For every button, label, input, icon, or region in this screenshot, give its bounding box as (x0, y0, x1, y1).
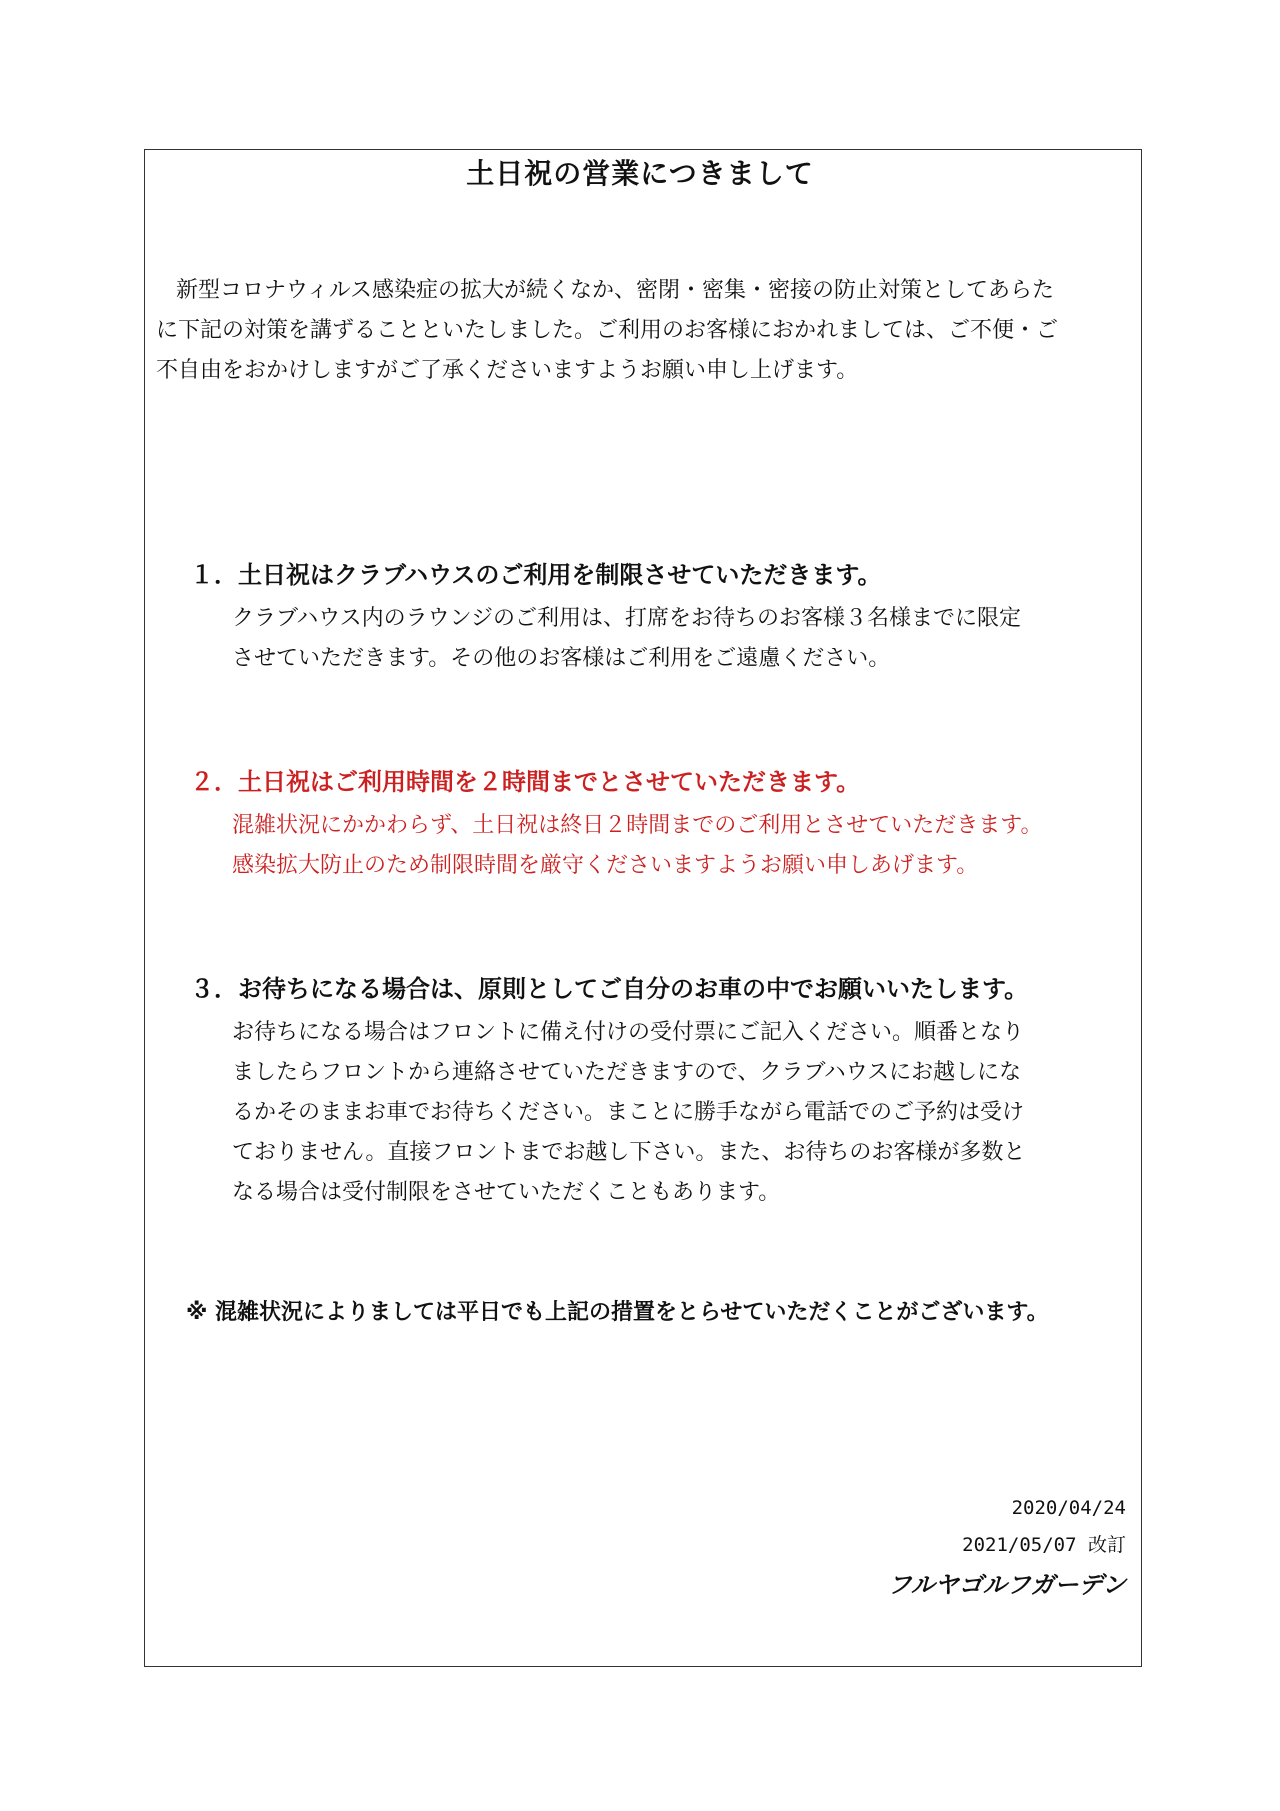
notice-title: 土日祝の営業につきまして (466, 157, 814, 190)
intro-line: 不自由をおかけしますがご了承くださいますようお願い申し上げます。 (156, 358, 859, 383)
section-3-body (232, 1013, 1025, 1213)
intro-line: に下記の対策を講ずることといたしました。ご利用のお客様におかれましては、ご不便・ご (156, 318, 1059, 343)
revised-date: 2021/05/07 改訂 (962, 1534, 1126, 1556)
section-3-line: お待ちになる場合はフロントに備え付けの受付票にご記入ください。順番となり (232, 1020, 1025, 1045)
section-3-line: るかそのままお車でお待ちください。まことに勝手ながら電話でのご予約は受け (232, 1100, 1025, 1125)
section-3-line: ておりません。直接フロントまでお越し下さい。また、お待ちのお客様が多数と (232, 1140, 1026, 1165)
intro-line: 新型コロナウィルス感染症の拡大が続くなか、密閉・密集・密接の防止対策としてあらた (176, 278, 1055, 303)
section-2-heading: ２．土日祝はご利用時間を２時間までとさせていただきます。 (190, 768, 861, 796)
intro-paragraph (156, 271, 1136, 391)
section-2-line: 混雑状況にかかわらず、土日祝は終日２時間までのご利用とさせていただきます。 (232, 813, 1043, 838)
section-2-body (232, 806, 1042, 886)
section-1-line: させていただきます。その他のお客様はご利用をご遠慮ください。 (232, 646, 891, 671)
section-1-body (232, 599, 1021, 679)
organization-name: フルヤゴルフガーデン (887, 1571, 1126, 1599)
original-date: 2020/04/24 (1011, 1497, 1126, 1519)
section-2-line: 感染拡大防止のため制限時間を厳守くださいますようお願い申しあげます。 (232, 853, 979, 878)
weekday-note: ※ 混雑状況によりましては平日でも上記の措置をとらせていただくことがございます。 (186, 1300, 1049, 1325)
section-3-line: なる場合は受付制限をさせていただくこともあります。 (232, 1180, 781, 1205)
section-1-heading: １．土日祝はクラブハウスのご利用を制限させていただきます。 (190, 561, 882, 589)
section-3-line: ましたらフロントから連絡させていただきますので、クラブハウスにお越しにな (232, 1060, 1022, 1085)
section-1-line: クラブハウス内のラウンジのご利用は、打席をお待ちのお客様３名様までに限定 (232, 606, 1022, 631)
section-3-heading: ３．お待ちになる場合は、原則としてご自分のお車の中でお願いいたします。 (190, 975, 1029, 1003)
